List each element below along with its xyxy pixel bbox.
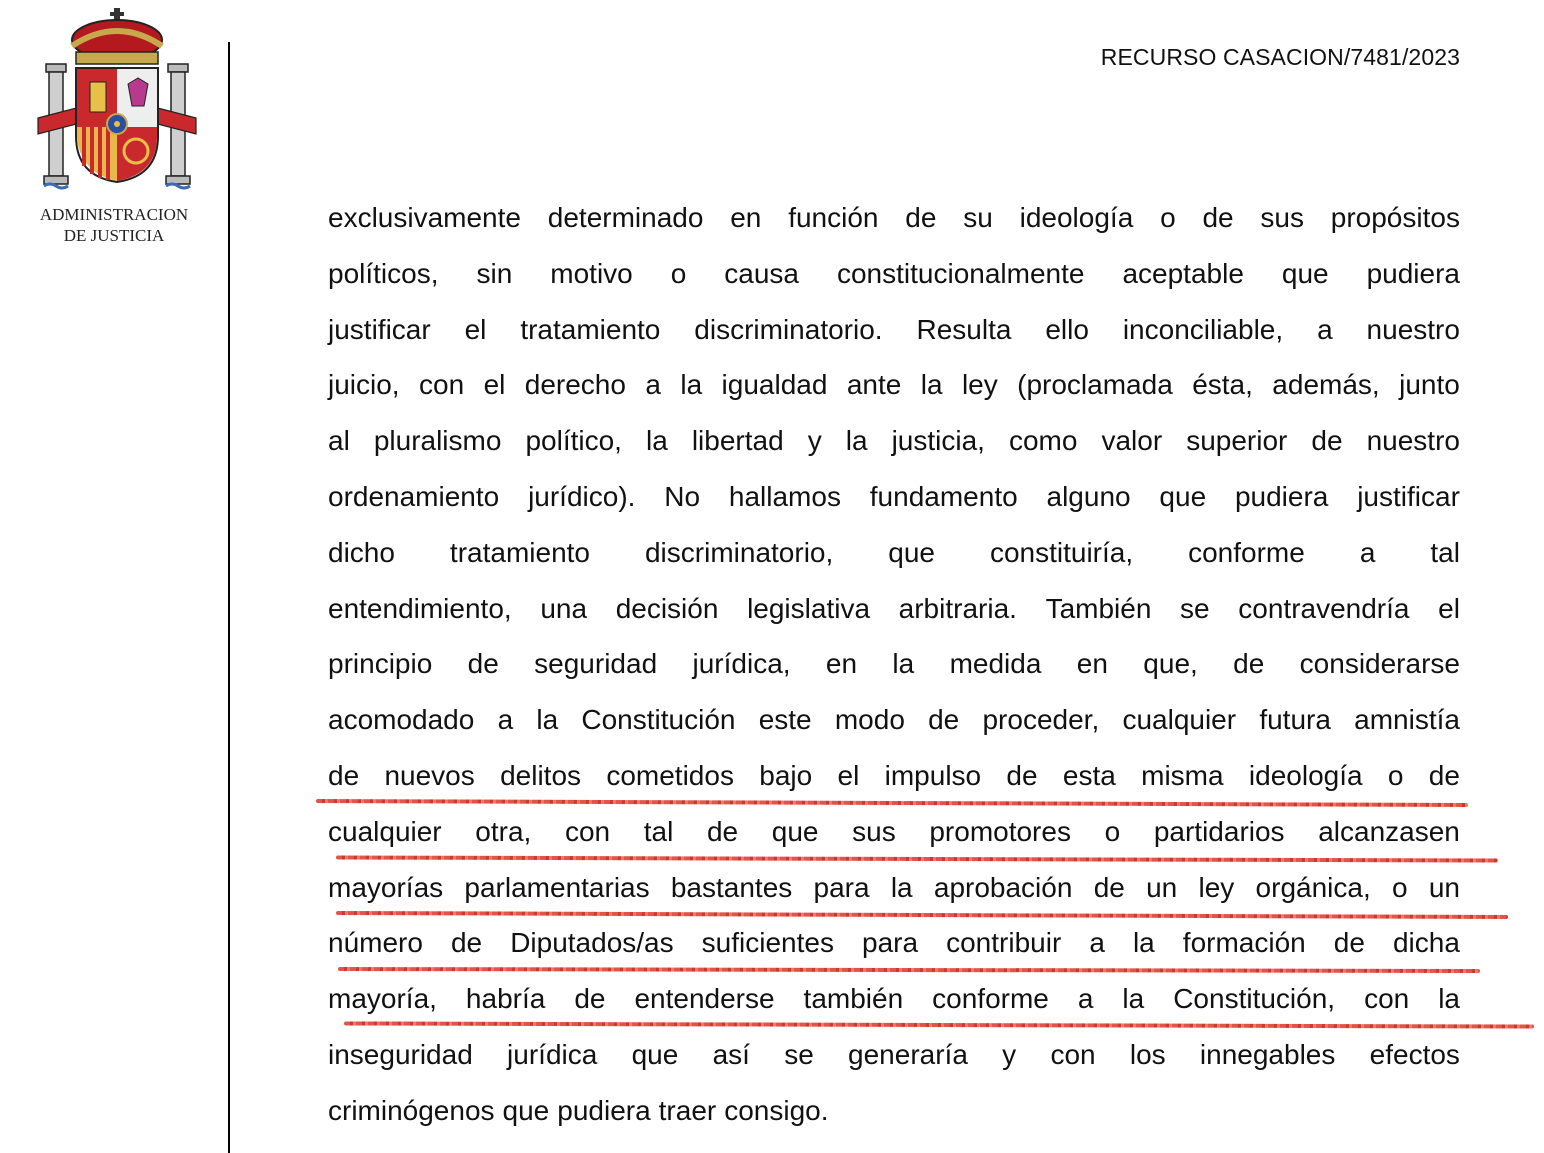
- word: se: [784, 1038, 814, 1070]
- word: o: [1160, 202, 1176, 233]
- word: determinado: [547, 202, 704, 233]
- text-line: [328, 475, 1460, 531]
- text-line-underlined: [328, 754, 1460, 810]
- word: la: [845, 425, 868, 457]
- word: modo: [834, 704, 905, 736]
- word: de: [706, 815, 739, 847]
- word: a: [1359, 536, 1376, 568]
- word: dicho: [328, 536, 395, 568]
- word: cualquier: [1122, 704, 1237, 736]
- word: y: [1002, 1038, 1017, 1070]
- word: Diputados/as: [510, 927, 674, 959]
- emblem: [22, 6, 207, 245]
- word: la: [1132, 927, 1155, 959]
- word: de: [1093, 871, 1125, 903]
- word: sin: [476, 257, 513, 289]
- word: juicio,: [328, 369, 400, 401]
- word: ello: [1045, 313, 1089, 345]
- text-line: [328, 1033, 1460, 1089]
- text-line: [328, 642, 1460, 698]
- word: un: [1428, 871, 1460, 903]
- word: ante: [846, 369, 902, 401]
- word: a: [497, 704, 514, 736]
- word: ley: [961, 369, 998, 401]
- word: contribuir: [946, 927, 1062, 959]
- word: que: [502, 1094, 550, 1126]
- word: tal: [1430, 536, 1460, 568]
- word: impulso: [884, 759, 982, 791]
- word: para: [862, 927, 919, 959]
- word: ésta,: [1192, 369, 1253, 401]
- org-name-line-1: ADMINISTRACION: [39, 205, 189, 224]
- word: Constitución,: [1173, 983, 1336, 1015]
- word: número: [328, 927, 423, 959]
- word: jurídica: [507, 1038, 598, 1070]
- word: la: [920, 369, 943, 401]
- word: de: [574, 983, 606, 1015]
- word: así: [712, 1038, 750, 1070]
- word: libertad: [691, 425, 784, 457]
- word: junto: [1399, 369, 1460, 401]
- word: justificar: [328, 313, 431, 345]
- text-line: [328, 531, 1460, 587]
- text-line: [328, 419, 1460, 475]
- org-name-line-2: DE JUSTICIA: [63, 226, 165, 245]
- word: arbitraria.: [898, 592, 1017, 624]
- word: cometidos: [606, 759, 734, 791]
- word: dicha: [1392, 927, 1460, 959]
- word: el: [837, 759, 860, 791]
- word: nuestro: [1366, 425, 1460, 457]
- text-line: [328, 587, 1460, 643]
- word: el: [1438, 592, 1460, 624]
- word: como: [1008, 425, 1078, 457]
- word: parlamentarias: [464, 871, 650, 903]
- word: misma: [1141, 759, 1224, 791]
- word: superior: [1186, 425, 1288, 457]
- word: (proclamada: [1017, 369, 1173, 401]
- word: principio: [328, 648, 433, 680]
- word: que,: [1143, 648, 1198, 680]
- word: traer: [658, 1094, 717, 1126]
- word: considerarse: [1299, 648, 1460, 680]
- word: igualdad: [721, 369, 828, 401]
- word: la: [1122, 983, 1145, 1015]
- word: alguno: [1046, 480, 1131, 512]
- word: No: [664, 480, 701, 512]
- text-line-underlined: [328, 977, 1460, 1033]
- word: justificar: [1357, 480, 1460, 512]
- word: de: [905, 202, 937, 233]
- word: tal: [643, 815, 674, 847]
- word: bajo: [759, 759, 813, 791]
- word: otra,: [475, 815, 532, 847]
- word: este: [758, 704, 812, 736]
- word: de: [1311, 425, 1343, 457]
- case-reference: RECURSO CASACION/7481/2023: [1100, 44, 1460, 70]
- word: causa: [724, 257, 799, 289]
- word: de: [1202, 202, 1234, 233]
- word: valor: [1101, 425, 1163, 457]
- word: el: [464, 313, 487, 345]
- word: acomodado: [328, 704, 475, 736]
- word: en: [1076, 648, 1108, 680]
- word: de: [1333, 927, 1365, 959]
- word: entendimiento,: [328, 592, 512, 624]
- word: ley: [1198, 871, 1235, 903]
- word: que: [1159, 480, 1207, 512]
- text-line: [328, 698, 1460, 754]
- text-line-underlined: [328, 921, 1460, 977]
- word: amnistía: [1354, 704, 1460, 736]
- word: la: [892, 648, 915, 680]
- text-line: [328, 196, 1460, 252]
- word: con: [564, 815, 611, 847]
- word: innegables: [1199, 1038, 1336, 1070]
- word: jurídico).: [528, 480, 636, 512]
- word: mayoría,: [328, 983, 437, 1015]
- text-line: [328, 308, 1460, 364]
- word: mayorías: [328, 871, 444, 903]
- word: conforme: [1188, 536, 1305, 568]
- document-body: [328, 196, 1460, 1145]
- word: cualquier: [328, 815, 442, 847]
- word: orgánica,: [1255, 871, 1371, 903]
- word: Resulta: [916, 313, 1012, 345]
- word: de: [467, 648, 499, 680]
- word: propósitos: [1330, 202, 1460, 233]
- word: futura: [1259, 704, 1331, 736]
- word: además,: [1272, 369, 1380, 401]
- word: ideología: [1019, 202, 1134, 233]
- word: legislativa: [747, 592, 871, 624]
- word: pudiera: [1234, 480, 1329, 512]
- word: nuevos: [384, 759, 475, 791]
- word: También: [1045, 592, 1152, 624]
- word: también: [803, 983, 904, 1015]
- word: a: [645, 369, 661, 401]
- word: la: [646, 425, 668, 457]
- word: generaría: [848, 1038, 968, 1070]
- word: pudiera: [557, 1094, 651, 1126]
- word: suficientes: [701, 927, 834, 959]
- word: partidarios: [1153, 815, 1285, 847]
- word: pudiera: [1366, 257, 1460, 289]
- word: constituiría,: [989, 536, 1134, 568]
- word: exclusivamente: [328, 202, 521, 233]
- word: aceptable: [1122, 257, 1244, 289]
- word: efectos: [1369, 1038, 1460, 1070]
- word: derecho: [524, 369, 626, 401]
- word: decisión: [615, 592, 719, 624]
- margin-rule: [228, 42, 230, 1153]
- word: político,: [525, 425, 622, 457]
- word: o: [1387, 759, 1404, 791]
- word: ordenamiento: [328, 480, 500, 512]
- word: la: [680, 369, 703, 401]
- word: Constitución: [581, 704, 736, 736]
- coat-of-arms-icon: [32, 6, 202, 196]
- word: los: [1129, 1038, 1166, 1070]
- word: jurídica,: [692, 648, 791, 680]
- word: tratamiento: [449, 536, 590, 568]
- word: consigo.: [724, 1094, 829, 1126]
- word: de: [1428, 759, 1460, 791]
- word: constitucionalmente: [836, 257, 1085, 289]
- word: de: [450, 927, 483, 959]
- word: su: [963, 202, 993, 233]
- word: con: [1364, 983, 1410, 1015]
- word: discriminatorio,: [644, 536, 834, 568]
- word: con: [1050, 1038, 1096, 1070]
- word: que: [771, 815, 819, 847]
- word: a: [1317, 313, 1333, 345]
- word: conforme: [932, 983, 1049, 1015]
- word: inseguridad: [328, 1038, 473, 1070]
- word: delitos: [500, 759, 582, 791]
- word: aprobación: [933, 871, 1073, 903]
- word: seguridad: [534, 648, 658, 680]
- word: entenderse: [634, 983, 775, 1015]
- word: discriminatorio.: [694, 313, 883, 345]
- word: de: [1006, 759, 1038, 791]
- word: un: [1146, 871, 1178, 903]
- word: que: [1281, 257, 1329, 289]
- word: motivo: [550, 257, 633, 289]
- word: criminógenos: [328, 1094, 495, 1126]
- word: el: [483, 369, 506, 401]
- word: que: [888, 536, 935, 568]
- text-line-last: [328, 1089, 1460, 1145]
- word: ideología: [1248, 759, 1363, 791]
- word: nuestro: [1366, 313, 1460, 345]
- word: se: [1180, 592, 1210, 624]
- word: a: [1089, 927, 1105, 959]
- word: contravendría: [1238, 592, 1410, 624]
- text-line-underlined: [328, 866, 1460, 922]
- word: o: [1391, 871, 1408, 903]
- text-line-underlined: [328, 810, 1460, 866]
- word: hallamos: [728, 480, 841, 512]
- word: justicia,: [891, 425, 985, 457]
- word: para: [813, 871, 870, 903]
- word: o: [670, 257, 687, 289]
- word: de: [1233, 648, 1265, 680]
- word: habría: [465, 983, 546, 1015]
- word: promotores: [929, 815, 1071, 847]
- text-line: [328, 252, 1460, 308]
- word: inconciliable,: [1122, 313, 1284, 345]
- word: políticos,: [328, 257, 439, 289]
- word: fundamento: [869, 480, 1018, 512]
- word: que: [631, 1038, 679, 1070]
- word: función: [788, 202, 879, 233]
- word: medida: [949, 648, 1042, 680]
- word: o: [1104, 815, 1121, 847]
- word: formación: [1182, 927, 1306, 959]
- word: pluralismo: [373, 425, 502, 457]
- word: esta: [1062, 759, 1116, 791]
- word: bastantes: [670, 871, 793, 903]
- word: la: [890, 871, 913, 903]
- word: tratamiento: [520, 313, 661, 345]
- word: en: [825, 648, 858, 680]
- word: proceder,: [982, 704, 1100, 736]
- word: de: [928, 704, 960, 736]
- word: sus: [852, 815, 896, 847]
- word: de: [328, 759, 360, 791]
- word: en: [730, 202, 762, 233]
- word: a: [1077, 983, 1094, 1015]
- word: la: [536, 704, 559, 736]
- word: con: [419, 369, 465, 401]
- word: la: [1438, 983, 1460, 1015]
- word: al: [328, 425, 350, 457]
- text-line: [328, 363, 1460, 419]
- word: sus: [1260, 202, 1304, 233]
- word: alcanzasen: [1318, 815, 1460, 847]
- word: y: [807, 425, 822, 457]
- word: una: [540, 592, 588, 624]
